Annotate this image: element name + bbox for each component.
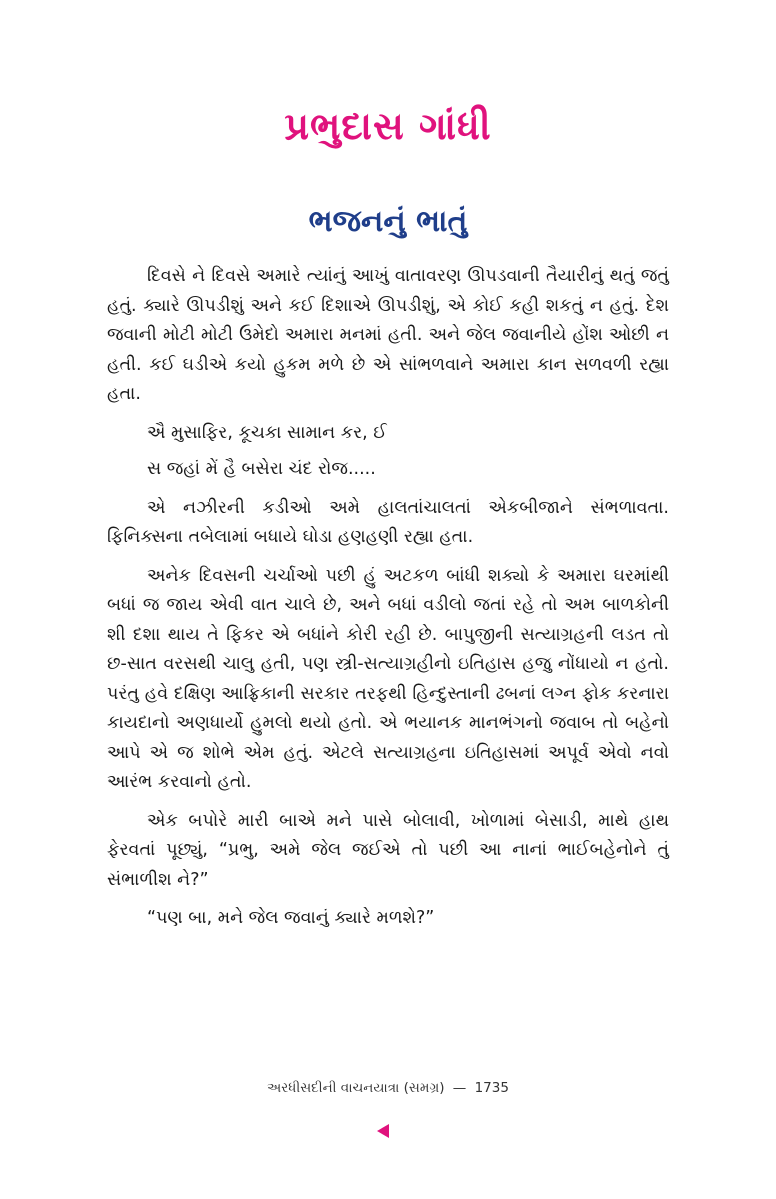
footer-book-title: અરધીસદીની વાચનયાત્રા (સમગ્ર) [267,1080,445,1096]
verse-block [107,419,669,485]
page-footer [0,1080,776,1096]
paragraph-3: અનેક દિવસની ચર્ચાઓ પછી હું અટકળ બાંધી શક્યો કે અમારા ઘરમાંથી બધાં જ જાય એવી વાત ચાલે છે, અને બધાં વડીલો જતાં રહે તો અમ બાળકોની શી દશા થાય તે ફિકર એ બધાંને કોરી રહી છે. બાપુજીની સત્યાગ્રહની લડત તો છ-સાત વરસથી ચાલુ હતી, પણ સ્ત્રી-સત્યાગ્રહીનો ઇતિહાસ હજુ નોંધાયો ન હતો. પરંતુ હવે દક્ષિણ આફ્રિકાની સરકાર તરફથી હિન્દુસ્તાની ઢબનાં લગ્ન ફોક કરનારા કાયદાનો અણધાર્યો હુમલો થયો હતો. એ ભયાનક માનભંગનો જવાબ તો બહેનો આપે એ જ શોભે એમ હતું. એટલે સત્યાગ્રહના ઇતિહાસમાં અપૂર્વ એવો નવો આરંભ કરવાનો હતો. [107,565,669,792]
author-name: પ્રભુદાસ ગાંધી [284,104,492,148]
previous-page-triangle-left-icon[interactable] [377,1124,389,1138]
verse-line-1: ઐ મુસાફિર, કૂચકા સામાન કર, ઈ [147,422,387,443]
paragraph-4: એક બપોરે મારી બાએ મને પાસે બોલાવી, ખોળામાં બેસાડી, માથે હાથ ફેરવતાં પૂછ્યું, “પ્રભુ, અમે જેલ જઈએ તો પછી આ નાનાં ભાઈબહેનોને તું સંભાળીશ ને?” [107,810,669,890]
verse-line-2: સ જહાં મેં હૈ બસેરા ચંદ રોજ..... [147,459,376,479]
paragraph-5: “પણ બા, મને જેલ જવાનું ક્યારે મળશે?” [147,908,435,928]
footer-separator: — [452,1080,467,1096]
chapter-title: ભજનનું ભાતું [308,204,468,239]
body-text [107,262,669,943]
paragraph-2: એ નઝીરની કડીઓ અમે હાલતાંચાલતાં એકબીજાને સંભળાવતા. ફિનિક્સના તબેલામાં બધાયે ઘોડા હણહણી રહ્યા હતા. [107,497,669,547]
page-number: 1735 [474,1080,509,1096]
paragraph-1: દિવસે ને દિવસે અમારે ત્યાંનું આખું વાતાવરણ ઊપડવાની તૈયારીનું થતું જતું હતું. ક્યારે ઊપડીશું અને કઈ દિશાએ ઊપડીશું, એ કોઈ કહી શકતું ન હતું. દેશ જવાની મોટી મોટી ઉમેદો અમારા મનમાં હતી. અને જેલ જવાનીયે હોંશ ઓછી ન હતી. કઈ ઘડીએ કયો હુકમ મળે છે એ સાંભળવાને અમારા કાન સળવળી રહ્યા હતા. [107,266,669,404]
